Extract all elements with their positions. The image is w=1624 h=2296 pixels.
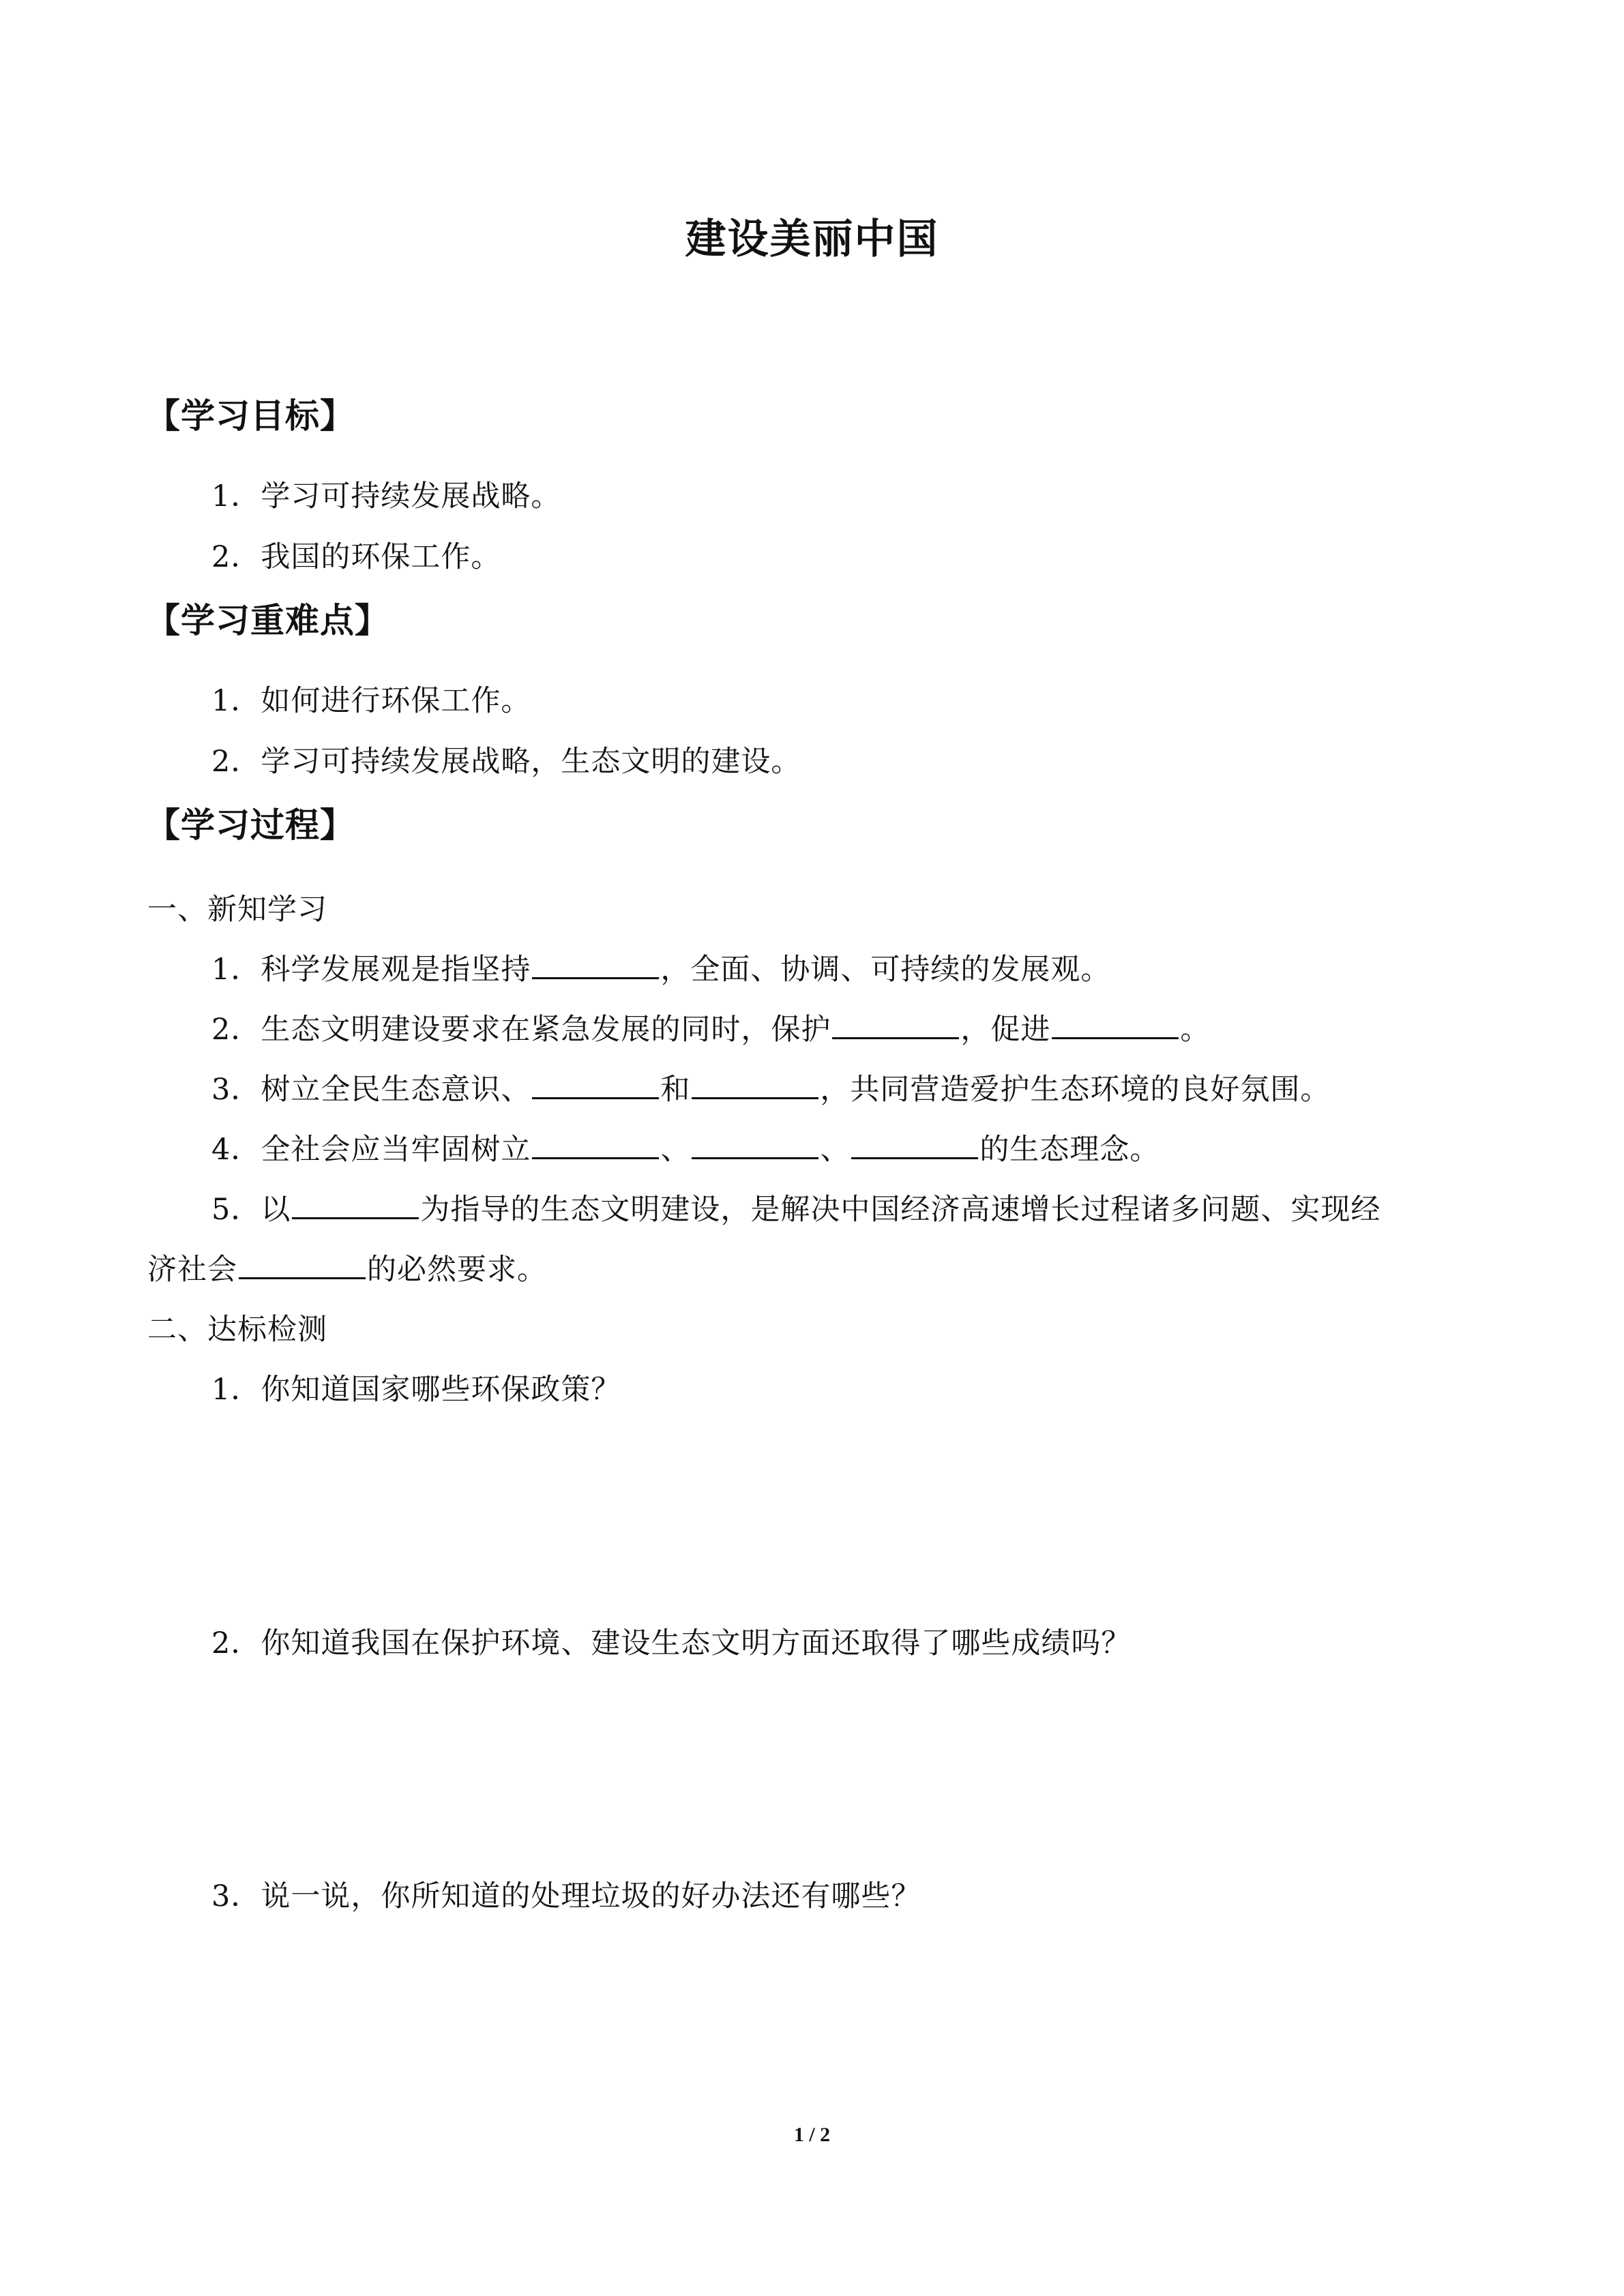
answer-blank[interactable] (692, 1131, 818, 1159)
answer-blank[interactable] (292, 1191, 419, 1219)
process-heading: 【学习过程】 (146, 805, 355, 845)
key-points-heading: 【学习重难点】 (146, 601, 389, 640)
page-title: 建设美丽中国 (685, 215, 939, 263)
answer-space[interactable] (211, 1665, 1480, 1856)
check-question-3: 3．说一说，你所知道的处理垃圾的好办法还有哪些？ (211, 1879, 921, 1913)
fill-question-text: 。 (1180, 1013, 1211, 1047)
answer-blank[interactable] (532, 1071, 659, 1099)
objective-item: 1．学习可持续发展战略。 (211, 479, 561, 513)
answer-blank[interactable] (239, 1251, 366, 1279)
fill-question-text: ，全面、协调、可持续的发展观。 (660, 953, 1111, 987)
fill-question-text: 为指导的生态文明建设，是解决中国经济高速增长过程诸多问题、实现经 (420, 1193, 1381, 1227)
fill-question-text: 4．全社会应当牢固树立 (211, 1133, 531, 1167)
fill-question-text: 和 (660, 1073, 691, 1107)
fill-question-text: 的生态理念。 (979, 1133, 1160, 1167)
objectives-heading: 【学习目标】 (146, 396, 355, 436)
fill-question-text: ，促进 (960, 1013, 1051, 1047)
answer-blank[interactable] (1052, 1011, 1179, 1039)
fill-question-text: 3．树立全民生态意识、 (211, 1073, 531, 1107)
part-two-label: 二、达标检测 (147, 1313, 327, 1347)
fill-question-text: 、 (660, 1133, 691, 1167)
fill-question-text: 1．科学发展观是指坚持 (211, 953, 531, 987)
answer-space[interactable] (211, 1918, 1480, 2109)
check-question-2: 2．你知道我国在保护环境、建设生态文明方面还取得了哪些成绩吗？ (211, 1626, 1132, 1660)
fill-question-5 (211, 1187, 1381, 1228)
fill-question-text: ，共同营造爱护生态环境的良好氛围。 (820, 1073, 1331, 1107)
fill-question-text: 济社会 (147, 1253, 237, 1287)
page-number: 1 / 2 (793, 2123, 831, 2146)
fill-question-text: 、 (820, 1133, 851, 1167)
key-point-item: 2．学习可持续发展战略，生态文明的建设。 (211, 745, 801, 779)
answer-blank[interactable] (532, 951, 659, 979)
fill-question-1 (211, 946, 1110, 988)
answer-blank[interactable] (532, 1131, 659, 1159)
fill-question-2 (211, 1007, 1210, 1048)
answer-blank[interactable] (832, 1011, 959, 1039)
answer-space[interactable] (211, 1412, 1480, 1602)
part-one-label: 一、新知学习 (147, 893, 327, 927)
answer-blank[interactable] (851, 1131, 978, 1159)
fill-question-4 (211, 1127, 1160, 1168)
answer-blank[interactable] (692, 1071, 818, 1099)
fill-question-text: 5．以 (211, 1193, 291, 1227)
fill-question-3 (211, 1067, 1330, 1108)
fill-question-text: 的必然要求。 (367, 1253, 547, 1287)
check-question-1: 1．你知道国家哪些环保政策？ (211, 1373, 621, 1407)
key-point-item: 1．如何进行环保工作。 (211, 684, 531, 718)
objective-item: 2．我国的环保工作。 (211, 540, 501, 574)
fill-question-5-continued (147, 1247, 547, 1288)
fill-question-text: 2．生态文明建设要求在紧急发展的同时，保护 (211, 1013, 831, 1047)
